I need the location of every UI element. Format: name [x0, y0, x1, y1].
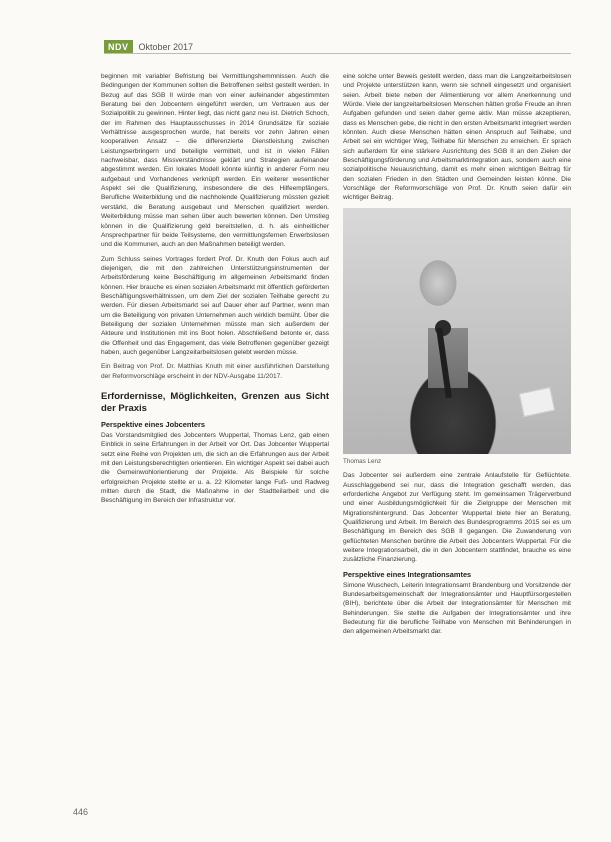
section-heading: Erfordernisse, Möglichkeiten, Grenzen aus Sicht der Praxis [101, 391, 329, 414]
subheading-integrationsamt: Perspektive eines Integrationsamtes [343, 569, 472, 579]
ndv-logo: NDV [104, 40, 133, 54]
name-badge [519, 387, 555, 417]
speaker-photo [343, 208, 571, 454]
right-paragraph-2: Das Jobcenter sei außerdem eine zentrale Anlaufstelle für Geflüchtete. Ausschlaggebend sei nur, dass die Integration geschafft werden, das erforderliche Angebot zur Verfügung steht. Im gemeinsamen Trägerverbund und einer Ausbildungsmöglichkeit für die Zielgruppe der Menschen mit Migrationshintergrund. Das Jobcenter Wuppertal biete hier an Beratung, Qualifizierung und Arbeit. Im Bereich des Bundesprogramms 2015 sei es um Beschäftigung im Bereich des SGB II gegangen. Die Zuwanderung von geflüchteten Menschen berühre die Arbeit des Jobcenters Wuppertal. Für die weitere Integrationsarbeit, die in den Jobcentern stattfindet, brauche es eine zusätzliche Finanzierung. [343, 472, 571, 564]
page-header [104, 40, 193, 54]
left-paragraph-1: beginnen mit variabler Befristung bei Vermittlungshemmnissen. Auch die Bedingungen der Kommunen sollten die Betroffenen selbst gestellt werden. In Bezug auf das SGB II würde man von einer aufeinander abgestimmten Beratung bei den Jobcentern eingeführt werden, um Vertrauen aus der Sozialpolitik zu gewinnen. Hinter liegt, das nicht ganz neu ist. Dietrich Schoch, der im Rahmen des Hauptausschusses in 2014 Grundsätze für soziale Verhältnisse ausgesprochen wurde, hat bereits vor zehn Jahren einen kooperativen Ansatz – die differenzierte Dienstleistung zwischen Leistungserbringern und beteiligte vermittelt, und ist in vielen Fällen nachweisbar, dass Missverständnisse geklärt und Strategien aufeinander abgestimmt werden. Ein lokales Modell könnte künftig in anderer Form neu aufgebaut und Vorhandenes verknüpft werden. Ein weiterer wesentlicher Aspekt sei die Qualifizierung, insbesondere die des Hilfeempfängers. Berufliche Weiterbildung und die nachholende Qualifizierung müssten gezielt verstärkt, die Beratung ausgebaut und Menschen qualifiziert werden. Weiterbildung müsse man sehen über auch bewerten können. Den Umstieg können in die Qualifizierung geld bereitstellen, d. h. als einheitlicher Ansprechpartner für beide Teilsysteme, den vermittlungsfernen Erwerbslosen und die Kommunen, auch an den Maßnahmen beteiligt werden. [101, 73, 329, 249]
subheading-jobcenter: Perspektive eines Jobcenters [101, 420, 205, 429]
left-column [101, 72, 329, 511]
right-paragraph-3: Simone Wuschech, Leiterin Integrationsamt Brandenburg und Vorsitzende der Bundesarbeitsgemeinschaft der Integrationsämter und Hauptfürsorgestellen (BIH), berichtete über die Arbeit der Integrationsämter für Menschen mit Behinderungen. Sie stellte die Aufgaben der Integrationsämter und ihre Bedeutung für die berufliche Teilhabe von Menschen mit Behinderungen in den allgemeinen Arbeitsmarkt dar. [343, 581, 571, 636]
photo-caption: Thomas Lenz [343, 457, 382, 465]
issue-date: Oktober 2017 [138, 42, 194, 52]
header-divider [104, 53, 571, 54]
left-paragraph-3: Das Vorstandsmitglied des Jobcenters Wuppertal, Thomas Lenz, gab einen Einblick in seine Erfahrungen in der Arbeit vor Ort. Das Jobcenter Wuppertal setzt eine Reihe von Projekten um, die sich an die Erfahrungen aus der Arbeit mit den Leistungsberechtigten orientieren. Ein wichtiger Aspekt sei dabei auch die Gemeinwohlorientierung der Projekte. Als Beispiele für solche erfolgreichen Projekte stellte er u. a. 22 Kilometer lange Fuß- und Radweg mitten durch die Stadt, die Maßnahme in der Stadtteilarbeit und die Beschäftigung im Bereich der Infrastruktur vor. [101, 432, 329, 505]
page-number: 446 [73, 807, 89, 817]
right-column [343, 72, 571, 642]
right-paragraph-1: eine solche unter Beweis gestellt werden, dass man die Langzeitarbeitslosen und Projekte unterstützen kann, wenn sie schnell eingesetzt und organisiert seien. Arbeit biete neben der Alimentierung vor allem Anerkennung und Würde. Viele der langzeitarbeitslosen Menschen hätten große Freude an ihren Aufgaben gefunden und seien daher gerne aktiv. Man müsse akzeptieren, dass es Menschen gebe, die nicht in den ersten Arbeitsmarkt integriert werden könnten. Auch diese Menschen hätten einen Anspruch auf Teilhabe, und Arbeit sei ein wichtiger Weg, Teilhabe für Menschen zu erreichen. Er sprach sich außerdem für eine stärkere Ausrichtung des SGB II an den Zielen der Beschäftigungsförderung und Arbeitsmarktintegration aus, sondern auch eine sozialpolitische Neuausrichtung, damit es mehr einen wichtigen Beitrag für den sozialen Frieden in den Städten und Gemeinden leisten könne. Die Vorschläge der Reformvorschläge von Prof. Dr. Knuth seien dafür ein wichtiger Beitrag. [343, 73, 571, 202]
article-note: Ein Beitrag von Prof. Dr. Matthias Knuth mit einer ausführlichen Darstellung der Reformvorschläge erscheint in der NDV-Ausgabe 11/2017. [101, 363, 329, 380]
left-paragraph-2: Zum Schluss seines Vortrages fordert Prof. Dr. Knuth den Fokus auch auf diejenigen, die mit den zahlreichen Unterstützungsinstrumenten der Arbeitsförderung keine Beschäftigung im allgemeinen Arbeitsmarkt finden können. Hier brauche es einen sozialen Arbeitsmarkt mit öffentlich geförderten Beschäftigungsverhältnissen, um dem Ziel der sozialen Teilhabe gerecht zu werden. Für diesen Arbeitsmarkt sei auf Dauer eher auf Partner, wenn man um die Beteiligung von privaten Unternehmen auch wirklich bemüht. Über die Beteiligung der sozialen Unternehmen müsste man sich außerdem der Akteure und Institutionen mit ins Boot holen. Abschließend betonte er, dass die Offenheit und das Engagement, das viele Betroffenen gegenüber gezeigt haben, auch gegenüber Langzeitarbeitslosen gelebt werden müsse. [101, 255, 329, 356]
